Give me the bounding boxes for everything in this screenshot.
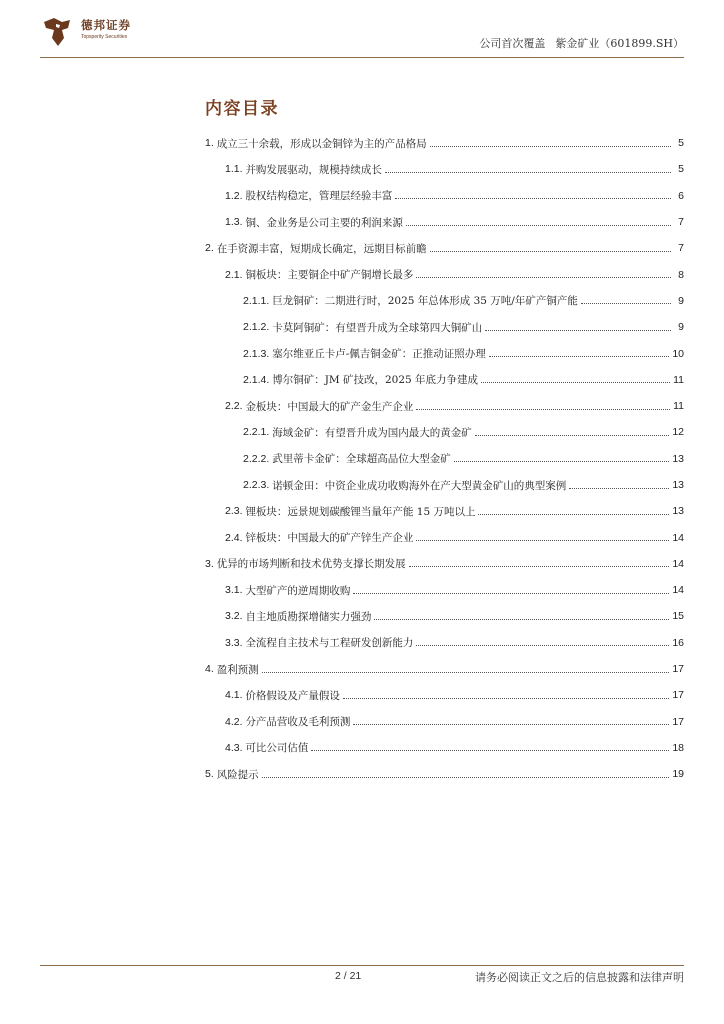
toc-entry-title: 股权结构稳定，管理层经验丰富	[245, 190, 393, 203]
toc-entry-page: 8	[678, 268, 684, 281]
toc-entry-page: 11	[673, 373, 684, 386]
toc-entry[interactable]	[205, 130, 684, 156]
toc-leader-dots	[262, 777, 670, 778]
toc-entry-title: 巨龙铜矿：二期进行时，2025 年总体形成 35 万吨/年矿产铜产能	[272, 295, 578, 308]
toc-leader-dots	[353, 593, 669, 594]
toc-entry-page: 6	[678, 189, 684, 202]
toc-entry[interactable]	[205, 551, 684, 577]
toc-leader-dots	[489, 356, 670, 357]
toc-leader-dots	[416, 645, 669, 646]
toc-entry-page: 19	[672, 768, 684, 781]
toc-entry-page: 14	[672, 584, 684, 597]
toc-entry-number: 4.3.	[225, 741, 246, 754]
toc-entry-number: 4.1.	[225, 689, 246, 702]
toc-entry[interactable]	[205, 209, 684, 235]
legal-disclaimer-note: 请务必阅读正文之后的信息披露和法律声明	[475, 971, 684, 984]
toc-entry-number: 2.2.	[225, 400, 246, 413]
toc-entry-page: 11	[673, 400, 684, 413]
toc-entry[interactable]	[205, 709, 684, 735]
toc-leader-dots	[416, 277, 671, 278]
toc-entry[interactable]	[205, 367, 684, 393]
toc-entry-number: 4.2.	[225, 715, 246, 728]
toc-entry-page: 7	[678, 216, 684, 229]
toc-entry-title: 武里蒂卡金矿：全球超高品位大型金矿	[272, 453, 451, 466]
toc-entry-title: 卡莫阿铜矿：有望晋升成为全球第四大铜矿山	[272, 321, 483, 334]
toc-entry-title: 并购发展驱动，规模持续成长	[245, 163, 382, 176]
toc-entry-title: 可比公司估值	[245, 742, 309, 755]
toc-leader-dots	[581, 303, 671, 304]
toc-entry-number: 3.2.	[225, 610, 246, 623]
toc-entry-number: 2.2.2.	[243, 452, 273, 465]
company-logo	[40, 14, 180, 50]
toc-entry-number: 2.1.4.	[243, 373, 273, 386]
toc-entry-title: 铜板块：主要铜企中矿产铜增长最多	[245, 269, 414, 282]
toc-entry[interactable]	[205, 183, 684, 209]
toc-entry-number: 3.3.	[225, 636, 246, 649]
toc-entry-page: 17	[672, 689, 684, 702]
toc-entry-page: 9	[678, 321, 684, 334]
toc-entry[interactable]	[205, 446, 684, 472]
toc-leader-dots	[481, 382, 670, 383]
toc-entry[interactable]	[205, 498, 684, 524]
header-divider	[40, 57, 684, 58]
toc-entry-number: 1.	[205, 137, 217, 150]
toc-entry[interactable]	[205, 735, 684, 761]
toc-entry-page: 5	[678, 137, 684, 150]
page-header	[40, 14, 684, 58]
toc-leader-dots	[454, 461, 670, 462]
toc-entry-title: 诺顿金田：中资企业成功收购海外在产大型黄金矿山的典型案例	[272, 479, 567, 492]
toc-leader-dots	[478, 514, 669, 515]
toc-leader-dots	[385, 172, 671, 173]
toc-entry-page: 9	[678, 294, 684, 307]
toc-entry-title: 价格假设及产量假设	[245, 689, 340, 702]
toc-entry-title: 分产品营收及毛利预测	[245, 716, 351, 729]
toc-entry-title: 大型矿产的逆周期收购	[245, 584, 351, 597]
toc-entry-number: 1.1.	[225, 163, 246, 176]
toc-entry-number: 2.1.	[225, 268, 246, 281]
toc-entry-title: 铜、金业务是公司主要的利润来源	[245, 216, 403, 229]
toc-entry-page: 10	[672, 347, 684, 360]
toc-entry[interactable]	[205, 682, 684, 708]
toc-entry-page: 17	[672, 715, 684, 728]
toc-entry[interactable]	[205, 314, 684, 340]
table-of-contents	[205, 130, 684, 787]
toc-leader-dots	[409, 566, 670, 567]
toc-entry-page: 5	[678, 163, 684, 176]
toc-entry[interactable]	[205, 630, 684, 656]
toc-entry-title: 锂板块：远景规划碳酸锂当量年产能 15 万吨以上	[245, 505, 476, 518]
footer-divider	[40, 965, 684, 966]
toc-entry[interactable]	[205, 524, 684, 550]
toc-entry-number: 2.	[205, 242, 217, 255]
toc-entry[interactable]	[205, 472, 684, 498]
toc-entry-title: 盈利预测	[216, 663, 259, 676]
toc-entry-page: 16	[672, 636, 684, 649]
toc-leader-dots	[374, 619, 669, 620]
toc-entry-page: 14	[672, 557, 684, 570]
toc-entry-page: 17	[672, 663, 684, 676]
toc-entry-number: 3.	[205, 557, 217, 570]
toc-leader-dots	[485, 330, 671, 331]
toc-entry-page: 15	[672, 610, 684, 623]
toc-title: 内容目录	[205, 99, 279, 119]
logo-chinese-name: 德邦证券	[81, 18, 131, 32]
toc-leader-dots	[416, 540, 669, 541]
toc-entry-title: 博尔铜矿：JM 矿技改，2025 年底力争建成	[272, 374, 479, 387]
toc-entry[interactable]	[205, 761, 684, 787]
toc-entry[interactable]	[205, 419, 684, 445]
toc-entry-number: 1.2.	[225, 189, 246, 202]
page-number: 2 / 21	[335, 970, 362, 982]
toc-leader-dots	[430, 251, 671, 252]
toc-entry[interactable]	[205, 393, 684, 419]
toc-entry-number: 2.3.	[225, 505, 246, 518]
toc-entry-page: 13	[672, 505, 684, 518]
toc-leader-dots	[395, 198, 671, 199]
toc-leader-dots	[406, 225, 671, 226]
toc-entry-title: 塞尔维亚丘卡卢-佩吉铜金矿：正推动证照办理	[272, 348, 486, 361]
logo-english-name: Topsperity Securities	[81, 34, 128, 40]
toc-entry-title: 优异的市场判断和技术优势支撑长期发展	[216, 558, 406, 571]
toc-entry[interactable]	[205, 261, 684, 287]
toc-entry-number: 2.1.3.	[243, 347, 273, 360]
toc-leader-dots	[262, 672, 670, 673]
toc-leader-dots	[430, 146, 671, 147]
toc-entry-number: 3.1.	[225, 584, 246, 597]
toc-entry[interactable]	[205, 656, 684, 682]
toc-leader-dots	[311, 750, 669, 751]
toc-entry-title: 金板块：中国最大的矿产金生产企业	[245, 400, 414, 413]
report-type: 公司首次覆盖	[479, 37, 546, 50]
toc-entry-page: 12	[672, 426, 684, 439]
logo-mark-icon	[42, 16, 72, 48]
company-ticker: 紫金矿业（601899.SH）	[555, 37, 684, 50]
toc-leader-dots	[416, 409, 670, 410]
toc-entry-title: 风险提示	[216, 768, 259, 781]
toc-entry-title: 成立三十余载，形成以金铜锌为主的产品格局	[216, 137, 427, 150]
toc-entry-page: 13	[672, 452, 684, 465]
toc-entry-number: 2.1.2.	[243, 321, 273, 334]
toc-entry-number: 5.	[205, 768, 217, 781]
toc-entry-number: 2.4.	[225, 531, 246, 544]
toc-entry[interactable]	[205, 156, 684, 182]
toc-leader-dots	[343, 698, 669, 699]
toc-entry-page: 13	[672, 479, 684, 491]
toc-entry-title: 锌板块：中国最大的矿产锌生产企业	[245, 532, 414, 545]
toc-entry-title: 全流程自主技术与工程研发创新能力	[245, 637, 414, 650]
toc-leader-dots	[569, 488, 669, 489]
toc-entry[interactable]	[205, 288, 684, 314]
toc-entry-number: 1.3.	[225, 216, 246, 229]
toc-entry-number: 2.2.3.	[243, 479, 273, 491]
toc-leader-dots	[353, 724, 669, 725]
report-header-info	[479, 35, 684, 51]
toc-entry-title: 自主地质勘探增储实力强劲	[245, 610, 372, 623]
toc-entry-page: 14	[672, 531, 684, 544]
toc-entry[interactable]	[205, 603, 684, 629]
toc-entry[interactable]	[205, 235, 684, 261]
toc-entry-page: 18	[672, 741, 684, 754]
toc-leader-dots	[475, 435, 670, 436]
toc-entry-number: 2.1.1.	[243, 294, 273, 307]
toc-entry[interactable]	[205, 340, 684, 366]
toc-entry-number: 2.2.1.	[243, 426, 273, 439]
toc-entry-title: 海域金矿：有望晋升成为国内最大的黄金矿	[272, 426, 472, 439]
toc-entry-number: 4.	[205, 663, 217, 676]
toc-entry-title: 在手资源丰富，短期成长确定，远期目标前瞻	[216, 242, 427, 255]
toc-entry-page: 7	[678, 242, 684, 255]
toc-entry[interactable]	[205, 577, 684, 603]
